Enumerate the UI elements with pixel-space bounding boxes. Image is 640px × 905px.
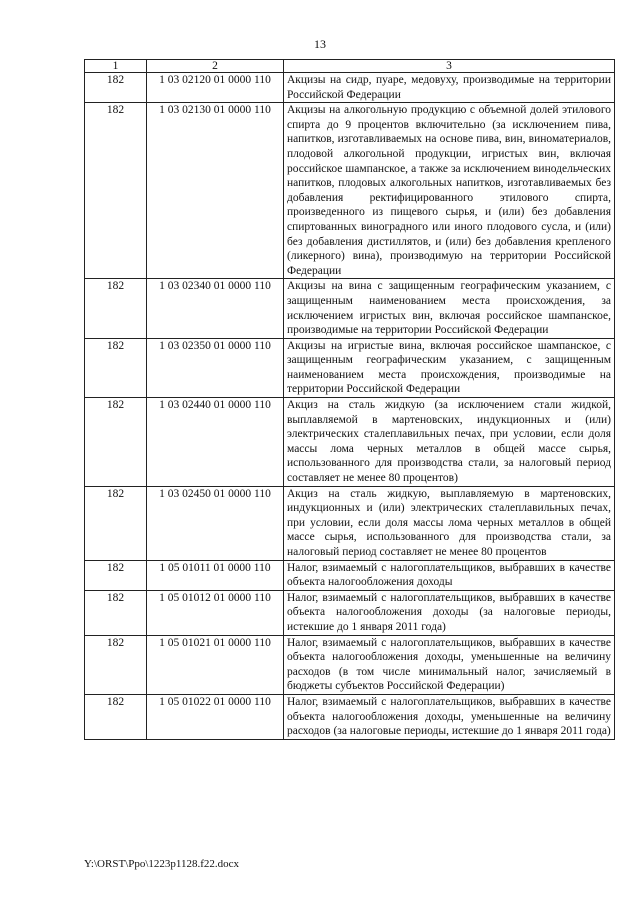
description-cell: Акцизы на сидр, пуаре, медовуху, производимые на территории Российской Федерации — [284, 73, 615, 103]
budget-code-cell: 1 05 01022 01 0000 110 — [147, 694, 284, 739]
budget-code-cell: 1 05 01012 01 0000 110 — [147, 590, 284, 635]
table-row — [85, 398, 615, 487]
table-row — [85, 103, 615, 279]
column-header-1: 1 — [85, 60, 147, 73]
description-cell: Налог, взимаемый с налогоплательщиков, выбравших в качестве объекта налогообложения доходы (за налоговые периоды, истекшие до 1 января 2011 года) — [284, 590, 615, 635]
admin-code-cell: 182 — [85, 694, 147, 739]
table-row — [85, 590, 615, 635]
budget-code-cell: 1 03 02130 01 0000 110 — [147, 103, 284, 279]
budget-code-cell: 1 03 02350 01 0000 110 — [147, 338, 284, 397]
admin-code-cell: 182 — [85, 486, 147, 560]
file-path-footer: Y:\ORST\Ppo\1223p1128.f22.docx — [84, 858, 240, 870]
admin-code-cell: 182 — [85, 398, 147, 487]
admin-code-cell: 182 — [85, 635, 147, 694]
page-number: 13 — [314, 37, 326, 51]
description-cell: Налог, взимаемый с налогоплательщиков, выбравших в качестве объекта налогообложения доходы, уменьшенные на величину расходов (за налоговые периоды, истекшие до 1 января 2011 года) — [284, 694, 615, 739]
admin-code-cell: 182 — [85, 590, 147, 635]
admin-code-cell: 182 — [85, 560, 147, 590]
description-cell: Акциз на сталь жидкую, выплавляемую в мартеновских, индукционных и (или) электрических сталеплавильных печах, при условии, если доля массы лома черных металлов в общей массе сырья, использованного для производства стали, за налоговый период составляет не менее 80 процентов — [284, 486, 615, 560]
description-cell: Акцизы на игристые вина, включая российское шампанское, с защищенным географическим указанием, с защищенным наименованием места происхождения, производимые на территории Российской Федерации — [284, 338, 615, 397]
table-row — [85, 560, 615, 590]
budget-code-cell: 1 05 01011 01 0000 110 — [147, 560, 284, 590]
table-header-row — [85, 60, 615, 73]
budget-code-cell: 1 03 02340 01 0000 110 — [147, 279, 284, 338]
table-row — [85, 486, 615, 560]
budget-code-cell: 1 05 01021 01 0000 110 — [147, 635, 284, 694]
admin-code-cell: 182 — [85, 103, 147, 279]
column-header-3: 3 — [284, 60, 615, 73]
budget-code-cell: 1 03 02440 01 0000 110 — [147, 398, 284, 487]
description-cell: Налог, взимаемый с налогоплательщиков, выбравших в качестве объекта налогообложения доходы — [284, 560, 615, 590]
table-row — [85, 279, 615, 338]
description-cell: Акцизы на алкогольную продукцию с объемной долей этилового спирта до 9 процентов включительно (за исключением пива, напитков, изготавливаемых на основе пива, вин, виноматериалов, плодовой алкогольной продукции, игристых вин, включая российское шампанское, а также за исключением винодельческих напитков, плодовых алкогольных напитков, изготавливаемых без добавления ректифицированного этилового спирта, произведенного из пищевого сырья, и (или) без добавления спиртованных виноградного или иного плодового сусла, и (или) без добавления дистиллятов, и (или) без добавления крепленого (ликерного) вина), производимую на территории Российской Федерации — [284, 103, 615, 279]
table-row — [85, 73, 615, 103]
table-row — [85, 338, 615, 397]
table-row — [85, 694, 615, 739]
admin-code-cell: 182 — [85, 338, 147, 397]
description-cell: Акцизы на вина с защищенным географическим указанием, с защищенным наименованием места происхождения, за исключением игристых вин, включая российское шампанское, производимые на территории Российской Федерации — [284, 279, 615, 338]
description-cell: Акциз на сталь жидкую (за исключением стали жидкой, выплавляемой в мартеновских, индукционных и (или) электрических сталеплавильных печах, при условии, если доля массы лома черных металлов в общей массе сырья, использованного для производства стали, за налоговый период составляет не менее 80 процентов) — [284, 398, 615, 487]
column-header-2: 2 — [147, 60, 284, 73]
budget-code-cell: 1 03 02120 01 0000 110 — [147, 73, 284, 103]
admin-code-cell: 182 — [85, 73, 147, 103]
budget-code-cell: 1 03 02450 01 0000 110 — [147, 486, 284, 560]
admin-code-cell: 182 — [85, 279, 147, 338]
description-cell: Налог, взимаемый с налогоплательщиков, выбравших в качестве объекта налогообложения доходы, уменьшенные на величину расходов (в том числе минимальный налог, зачисляемый в бюджеты субъектов Российской Федерации) — [284, 635, 615, 694]
table-row — [85, 635, 615, 694]
budget-codes-table — [84, 59, 615, 740]
